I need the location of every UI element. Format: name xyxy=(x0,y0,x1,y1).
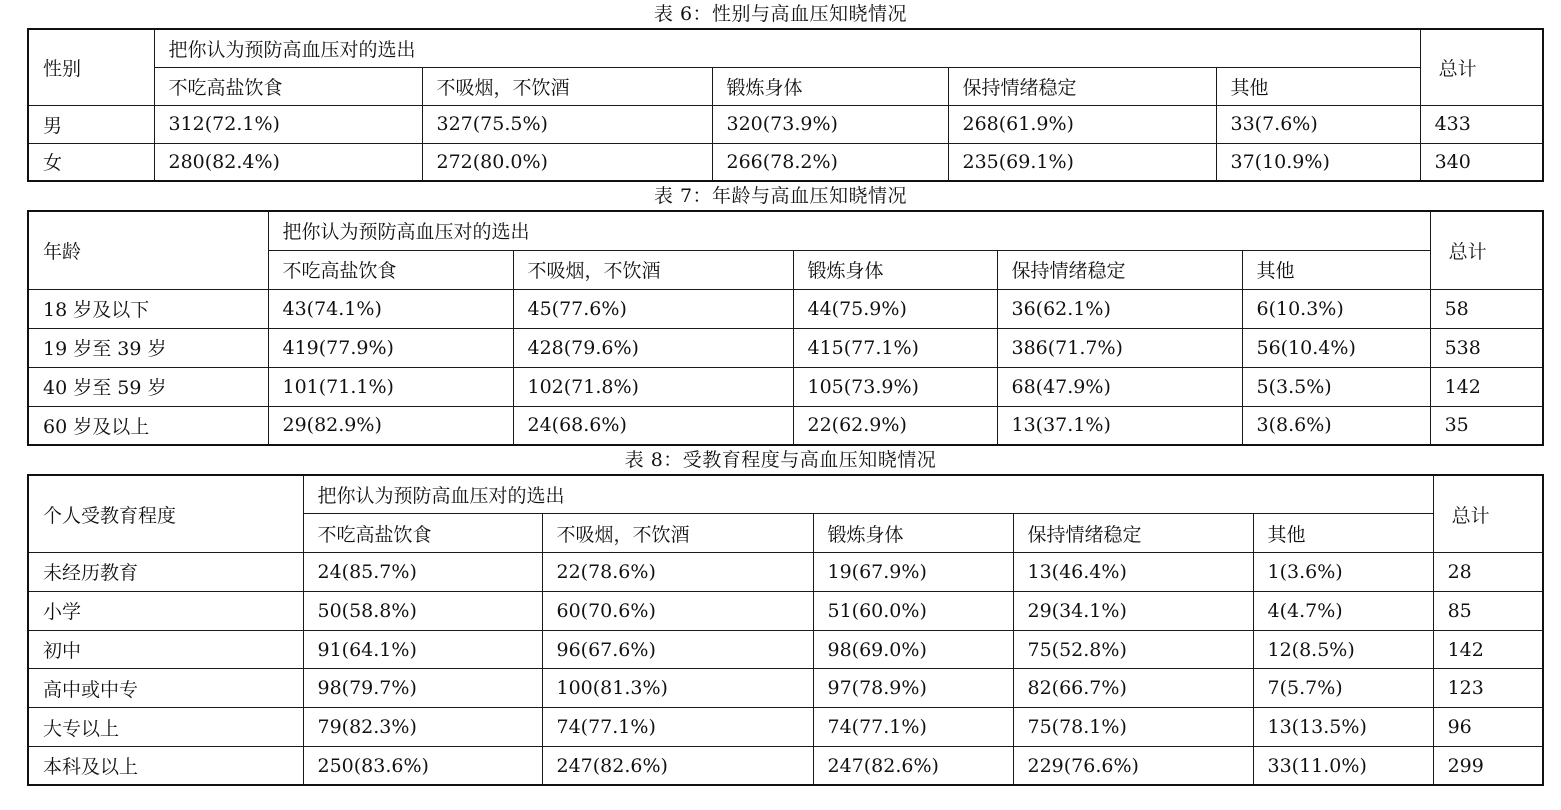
table-row xyxy=(28,143,1543,181)
row-label: 19 岁至 39 岁 xyxy=(28,328,268,367)
table-row xyxy=(28,328,1543,367)
column-header: 保持情绪稳定 xyxy=(997,250,1242,289)
cell: 229(76.6%) xyxy=(1013,747,1253,786)
cell: 82(66.7%) xyxy=(1013,669,1253,708)
total-header: 总计 xyxy=(1420,29,1543,105)
cell: 91(64.1%) xyxy=(303,630,542,669)
cell: 6(10.3%) xyxy=(1242,289,1430,328)
table7-caption: 表 7：年龄与高血压知晓情况 xyxy=(653,185,908,207)
cell: 24(68.6%) xyxy=(513,406,793,445)
cell: 419(77.9%) xyxy=(268,328,513,367)
cell: 13(37.1%) xyxy=(997,406,1242,445)
table-row xyxy=(28,105,1543,143)
table-row xyxy=(28,289,1543,328)
row-label: 40 岁至 59 岁 xyxy=(28,367,268,406)
total-header: 总计 xyxy=(1430,211,1543,289)
cell: 75(52.8%) xyxy=(1013,630,1253,669)
cell: 3(8.6%) xyxy=(1242,406,1430,445)
total-cell: 142 xyxy=(1430,367,1543,406)
table7 xyxy=(27,210,1544,446)
total-cell: 58 xyxy=(1430,289,1543,328)
cell: 100(81.3%) xyxy=(542,669,813,708)
cell: 13(46.4%) xyxy=(1013,553,1253,592)
column-header: 不吸烟，不饮酒 xyxy=(513,250,793,289)
cell: 97(78.9%) xyxy=(813,669,1013,708)
table-row xyxy=(28,669,1543,708)
group-header: 把你认为预防高血压对的选出 xyxy=(154,29,1420,67)
cell: 4(4.7%) xyxy=(1253,591,1433,630)
total-cell: 123 xyxy=(1433,669,1543,708)
column-header: 不吸烟，不饮酒 xyxy=(542,514,813,553)
cell: 272(80.0%) xyxy=(422,143,712,181)
cell: 74(77.1%) xyxy=(542,708,813,747)
cell: 50(58.8%) xyxy=(303,591,542,630)
cell: 22(62.9%) xyxy=(793,406,997,445)
row-header: 个人受教育程度 xyxy=(28,475,303,553)
cell: 105(73.9%) xyxy=(793,367,997,406)
table-row xyxy=(28,708,1543,747)
table-row xyxy=(28,630,1543,669)
cell: 280(82.4%) xyxy=(154,143,422,181)
column-header: 保持情绪稳定 xyxy=(948,67,1216,105)
cell: 29(82.9%) xyxy=(268,406,513,445)
cell: 33(7.6%) xyxy=(1216,105,1420,143)
cell: 7(5.7%) xyxy=(1253,669,1433,708)
table-row xyxy=(28,406,1543,445)
cell: 12(8.5%) xyxy=(1253,630,1433,669)
total-header: 总计 xyxy=(1433,475,1543,553)
total-cell: 538 xyxy=(1430,328,1543,367)
column-header: 锻炼身体 xyxy=(793,250,997,289)
row-label: 男 xyxy=(28,105,154,143)
cell: 268(61.9%) xyxy=(948,105,1216,143)
row-label: 本科及以上 xyxy=(28,747,303,786)
cell: 1(3.6%) xyxy=(1253,553,1433,592)
group-header: 把你认为预防高血压对的选出 xyxy=(268,211,1430,250)
total-cell: 299 xyxy=(1433,747,1543,786)
column-header: 不吃高盐饮食 xyxy=(154,67,422,105)
cell: 5(3.5%) xyxy=(1242,367,1430,406)
column-header: 其他 xyxy=(1242,250,1430,289)
cell: 79(82.3%) xyxy=(303,708,542,747)
cell: 33(11.0%) xyxy=(1253,747,1433,786)
column-header: 锻炼身体 xyxy=(813,514,1013,553)
table-header-row xyxy=(28,475,1543,514)
row-label: 高中或中专 xyxy=(28,669,303,708)
total-cell: 142 xyxy=(1433,630,1543,669)
cell: 51(60.0%) xyxy=(813,591,1013,630)
row-label: 18 岁及以下 xyxy=(28,289,268,328)
row-label: 大专以上 xyxy=(28,708,303,747)
row-label: 小学 xyxy=(28,591,303,630)
cell: 60(70.6%) xyxy=(542,591,813,630)
column-header: 不吃高盐饮食 xyxy=(268,250,513,289)
cell: 98(69.0%) xyxy=(813,630,1013,669)
cell: 235(69.1%) xyxy=(948,143,1216,181)
cell: 101(71.1%) xyxy=(268,367,513,406)
cell: 22(78.6%) xyxy=(542,553,813,592)
group-header: 把你认为预防高血压对的选出 xyxy=(303,475,1433,514)
column-header: 不吃高盐饮食 xyxy=(303,514,542,553)
cell: 29(34.1%) xyxy=(1013,591,1253,630)
cell: 56(10.4%) xyxy=(1242,328,1430,367)
cell: 415(77.1%) xyxy=(793,328,997,367)
column-header: 其他 xyxy=(1216,67,1420,105)
cell: 247(82.6%) xyxy=(813,747,1013,786)
cell: 68(47.9%) xyxy=(997,367,1242,406)
cell: 43(74.1%) xyxy=(268,289,513,328)
row-label: 60 岁及以上 xyxy=(28,406,268,445)
row-label: 女 xyxy=(28,143,154,181)
total-cell: 340 xyxy=(1420,143,1543,181)
cell: 386(71.7%) xyxy=(997,328,1242,367)
cell: 45(77.6%) xyxy=(513,289,793,328)
table8-caption: 表 8：受教育程度与高血压知晓情况 xyxy=(624,449,937,471)
row-label: 初中 xyxy=(28,630,303,669)
total-cell: 28 xyxy=(1433,553,1543,592)
column-header: 其他 xyxy=(1253,514,1433,553)
cell: 320(73.9%) xyxy=(712,105,948,143)
cell: 247(82.6%) xyxy=(542,747,813,786)
row-label: 未经历教育 xyxy=(28,553,303,592)
table-row xyxy=(28,591,1543,630)
table-row xyxy=(28,747,1543,786)
cell: 37(10.9%) xyxy=(1216,143,1420,181)
table8 xyxy=(27,474,1544,786)
table6 xyxy=(27,28,1544,182)
cell: 102(71.8%) xyxy=(513,367,793,406)
column-header: 锻炼身体 xyxy=(712,67,948,105)
cell: 19(67.9%) xyxy=(813,553,1013,592)
table-header-row xyxy=(28,211,1543,250)
cell: 74(77.1%) xyxy=(813,708,1013,747)
table-row xyxy=(28,367,1543,406)
table-subheader-row xyxy=(28,67,1543,105)
cell: 250(83.6%) xyxy=(303,747,542,786)
column-header: 不吸烟，不饮酒 xyxy=(422,67,712,105)
cell: 44(75.9%) xyxy=(793,289,997,328)
cell: 266(78.2%) xyxy=(712,143,948,181)
total-cell: 35 xyxy=(1430,406,1543,445)
cell: 428(79.6%) xyxy=(513,328,793,367)
cell: 24(85.7%) xyxy=(303,553,542,592)
column-header: 保持情绪稳定 xyxy=(1013,514,1253,553)
cell: 96(67.6%) xyxy=(542,630,813,669)
cell: 98(79.7%) xyxy=(303,669,542,708)
row-header: 性别 xyxy=(28,29,154,105)
row-header: 年龄 xyxy=(28,211,268,289)
table-header-row xyxy=(28,29,1543,67)
cell: 75(78.1%) xyxy=(1013,708,1253,747)
total-cell: 433 xyxy=(1420,105,1543,143)
table6-caption: 表 6：性别与高血压知晓情况 xyxy=(653,3,908,25)
cell: 327(75.5%) xyxy=(422,105,712,143)
cell: 13(13.5%) xyxy=(1253,708,1433,747)
table-row xyxy=(28,553,1543,592)
total-cell: 85 xyxy=(1433,591,1543,630)
total-cell: 96 xyxy=(1433,708,1543,747)
cell: 312(72.1%) xyxy=(154,105,422,143)
cell: 36(62.1%) xyxy=(997,289,1242,328)
